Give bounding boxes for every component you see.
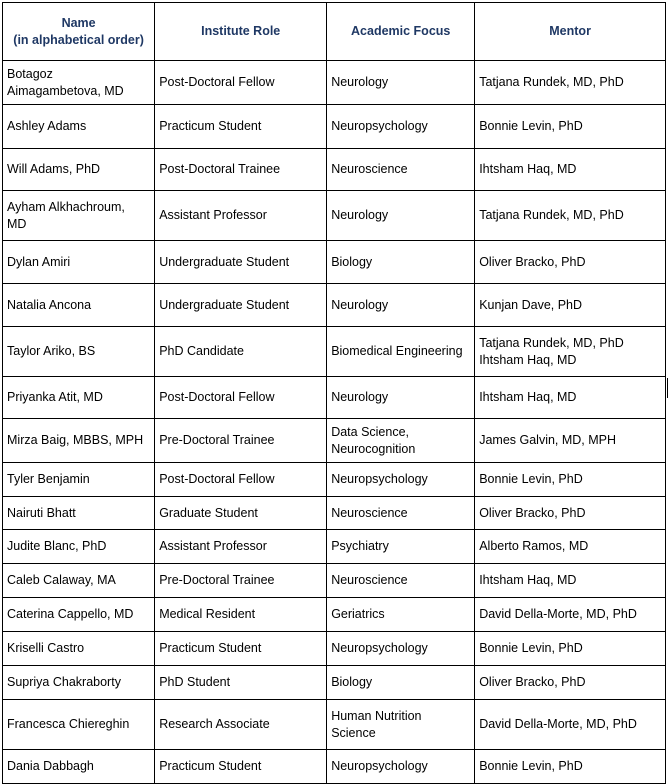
table-row (3, 419, 666, 463)
cell-name-line: Judite Blanc, PhD (7, 539, 107, 553)
cell-focus-line: Neurology (331, 208, 389, 222)
cell-focus-line: Psychiatry (331, 539, 389, 553)
cell-mentor-line: Bonnie Levin, PhD (479, 641, 583, 655)
cell-mentor-line: Ihtsham Haq, MD (479, 162, 577, 176)
table-row (3, 666, 666, 700)
table-row (3, 564, 666, 598)
table-row (3, 377, 666, 419)
cell-mentor (475, 327, 666, 377)
cell-mentor (475, 700, 666, 750)
table-row (3, 61, 666, 105)
cell-focus (327, 463, 475, 497)
cell-name-line: Will Adams, PhD (7, 162, 101, 176)
cell-focus (327, 241, 475, 284)
cell-name-line: Taylor Ariko, BS (7, 344, 96, 358)
table-row (3, 284, 666, 327)
cell-name (3, 632, 155, 666)
cell-name (3, 241, 155, 284)
cell-focus (327, 530, 475, 564)
cell-mentor-line: Tatjana Rundek, MD, PhD (479, 208, 624, 222)
table-row (3, 191, 666, 241)
cell-mentor-line: Oliver Bracko, PhD (479, 505, 586, 520)
header-name-subtitle: (in alphabetical order) (13, 32, 144, 47)
cell-role: Assistant Professor (155, 191, 327, 241)
header-mentor: Mentor (475, 3, 666, 61)
cell-mentor (475, 530, 666, 564)
cell-mentor (475, 598, 666, 632)
table-row (3, 750, 666, 784)
cell-mentor (475, 105, 666, 149)
cell-focus-line: Data Science, (331, 424, 410, 439)
cell-focus (327, 105, 475, 149)
cell-mentor-line: David Della-Morte, MD, PhD (479, 607, 637, 621)
cell-focus (327, 61, 475, 105)
cell-role: Graduate Student (155, 497, 327, 530)
cell-mentor (475, 191, 666, 241)
cell-mentor-line: Alberto Ramos, MD (479, 539, 589, 553)
header-row (3, 3, 666, 61)
cell-mentor (475, 377, 666, 419)
cell-role: Post-Doctoral Fellow (155, 377, 327, 419)
cell-focus (327, 419, 475, 463)
cell-focus-line: Neuroscience (331, 162, 408, 176)
cell-focus (327, 327, 475, 377)
cell-mentor (475, 666, 666, 700)
cell-mentor-line: Ihtsham Haq, MD (479, 573, 577, 587)
header-focus: Academic Focus (327, 3, 475, 61)
cell-name-line: Mirza Baig, MBBS, MPH (7, 433, 144, 447)
cell-name-line: Priyanka Atit, MD (7, 390, 103, 404)
cell-mentor (475, 284, 666, 327)
cell-name-line: Ayham Alkhachroum, (7, 199, 125, 214)
cell-mentor-line: Tatjana Rundek, MD, PhD (479, 335, 624, 350)
cell-mentor-line: Bonnie Levin, PhD (479, 472, 583, 486)
cell-focus-line: Neurology (331, 297, 389, 312)
cell-name (3, 327, 155, 377)
cell-mentor (475, 750, 666, 784)
cell-name (3, 61, 155, 105)
cell-role: Undergraduate Student (155, 284, 327, 327)
table-row (3, 632, 666, 666)
cell-name-line: Kriselli Castro (7, 641, 85, 655)
cell-role: Practicum Student (155, 750, 327, 784)
cell-role: Research Associate (155, 700, 327, 750)
cell-focus-line: Neurology (331, 390, 389, 404)
cell-mentor (475, 632, 666, 666)
cell-mentor-line: Oliver Bracko, PhD (479, 254, 586, 269)
cell-focus-line: Neurology (331, 75, 389, 89)
cell-focus-line: Neuropsychology (331, 759, 428, 773)
table-row (3, 463, 666, 497)
cell-name-line: Tyler Benjamin (7, 472, 90, 486)
cell-name (3, 191, 155, 241)
cell-focus-line: Neurocognition (331, 441, 416, 456)
cell-focus (327, 632, 475, 666)
cell-role: Practicum Student (155, 632, 327, 666)
table-row (3, 149, 666, 191)
table-row (3, 700, 666, 750)
cell-role: Pre-Doctoral Trainee (155, 419, 327, 463)
roster-body (3, 61, 666, 784)
cell-role: Medical Resident (155, 598, 327, 632)
table-row (3, 598, 666, 632)
cell-focus-line: Biomedical Engineering (331, 344, 463, 358)
cell-focus-line: Neuroscience (331, 573, 408, 587)
cell-mentor (475, 149, 666, 191)
cell-name-line: Dania Dabbagh (7, 759, 94, 773)
cell-name-line: Francesca Chiereghin (7, 717, 130, 731)
cell-name-line: Aimagambetova, MD (7, 83, 124, 98)
cell-name-line: Supriya Chakraborty (7, 675, 121, 689)
header-role: Institute Role (155, 3, 327, 61)
cell-focus (327, 666, 475, 700)
cell-mentor-line: Bonnie Levin, PhD (479, 119, 583, 133)
cell-role: PhD Candidate (155, 327, 327, 377)
table-row (3, 530, 666, 564)
cell-name-line: Natalia Ancona (7, 297, 92, 312)
cell-focus (327, 750, 475, 784)
cell-focus (327, 284, 475, 327)
cell-mentor-line: Bonnie Levin, PhD (479, 759, 583, 773)
cell-name (3, 564, 155, 598)
cell-focus-line: Science (331, 725, 376, 740)
cell-mentor (475, 463, 666, 497)
cell-role: Assistant Professor (155, 530, 327, 564)
cell-mentor-line: Tatjana Rundek, MD, PhD (479, 75, 624, 89)
cell-name-line: Dylan Amiri (7, 254, 71, 269)
header-name-label: Name (61, 15, 96, 30)
cell-name (3, 530, 155, 564)
cell-mentor-line: Ihtsham Haq, MD (479, 390, 577, 404)
cell-role: Post-Doctoral Trainee (155, 149, 327, 191)
cell-name (3, 419, 155, 463)
cell-focus (327, 700, 475, 750)
cell-name (3, 700, 155, 750)
cell-mentor-line: James Galvin, MD, MPH (479, 433, 617, 447)
cell-focus (327, 564, 475, 598)
cell-focus-line: Neuropsychology (331, 472, 428, 486)
cell-name (3, 666, 155, 700)
table-row (3, 497, 666, 530)
cell-name (3, 750, 155, 784)
cell-focus (327, 377, 475, 419)
cell-role: PhD Student (155, 666, 327, 700)
header-name (3, 3, 155, 61)
cell-name-line: Botagoz (7, 66, 53, 81)
cell-focus-line: Neuroscience (331, 505, 408, 520)
cell-focus (327, 598, 475, 632)
cell-mentor-line: Kunjan Dave, PhD (479, 297, 583, 312)
cell-name (3, 497, 155, 530)
cell-role: Post-Doctoral Fellow (155, 61, 327, 105)
cell-mentor-line: Ihtsham Haq, MD (479, 352, 577, 367)
cell-name-line: Ashley Adams (7, 119, 87, 133)
cell-mentor (475, 564, 666, 598)
cell-mentor-line: David Della-Morte, MD, PhD (479, 717, 637, 731)
cell-role: Undergraduate Student (155, 241, 327, 284)
cell-focus (327, 497, 475, 530)
table-row (3, 105, 666, 149)
cell-name-line: MD (7, 216, 27, 231)
cell-focus-line: Biology (331, 254, 373, 269)
roster-table (2, 2, 666, 784)
cell-name (3, 377, 155, 419)
edge-mark (667, 378, 668, 398)
cell-name (3, 463, 155, 497)
cell-name (3, 284, 155, 327)
cell-mentor-line: Oliver Bracko, PhD (479, 675, 586, 689)
cell-focus-line: Biology (331, 675, 373, 689)
cell-name (3, 105, 155, 149)
cell-name (3, 149, 155, 191)
table-row (3, 241, 666, 284)
cell-focus-line: Neuropsychology (331, 119, 428, 133)
cell-focus (327, 191, 475, 241)
cell-role: Practicum Student (155, 105, 327, 149)
cell-name-line: Caleb Calaway, MA (7, 573, 116, 587)
cell-focus-line: Neuropsychology (331, 641, 428, 655)
cell-mentor (475, 241, 666, 284)
cell-mentor (475, 419, 666, 463)
cell-name (3, 598, 155, 632)
cell-mentor (475, 61, 666, 105)
cell-role: Post-Doctoral Fellow (155, 463, 327, 497)
cell-mentor (475, 497, 666, 530)
cell-role: Pre-Doctoral Trainee (155, 564, 327, 598)
cell-focus-line: Geriatrics (331, 607, 385, 621)
cell-focus-line: Human Nutrition (331, 708, 422, 723)
cell-name-line: Nairuti Bhatt (7, 505, 76, 520)
table-row (3, 327, 666, 377)
cell-name-line: Caterina Cappello, MD (7, 607, 134, 621)
cell-focus (327, 149, 475, 191)
